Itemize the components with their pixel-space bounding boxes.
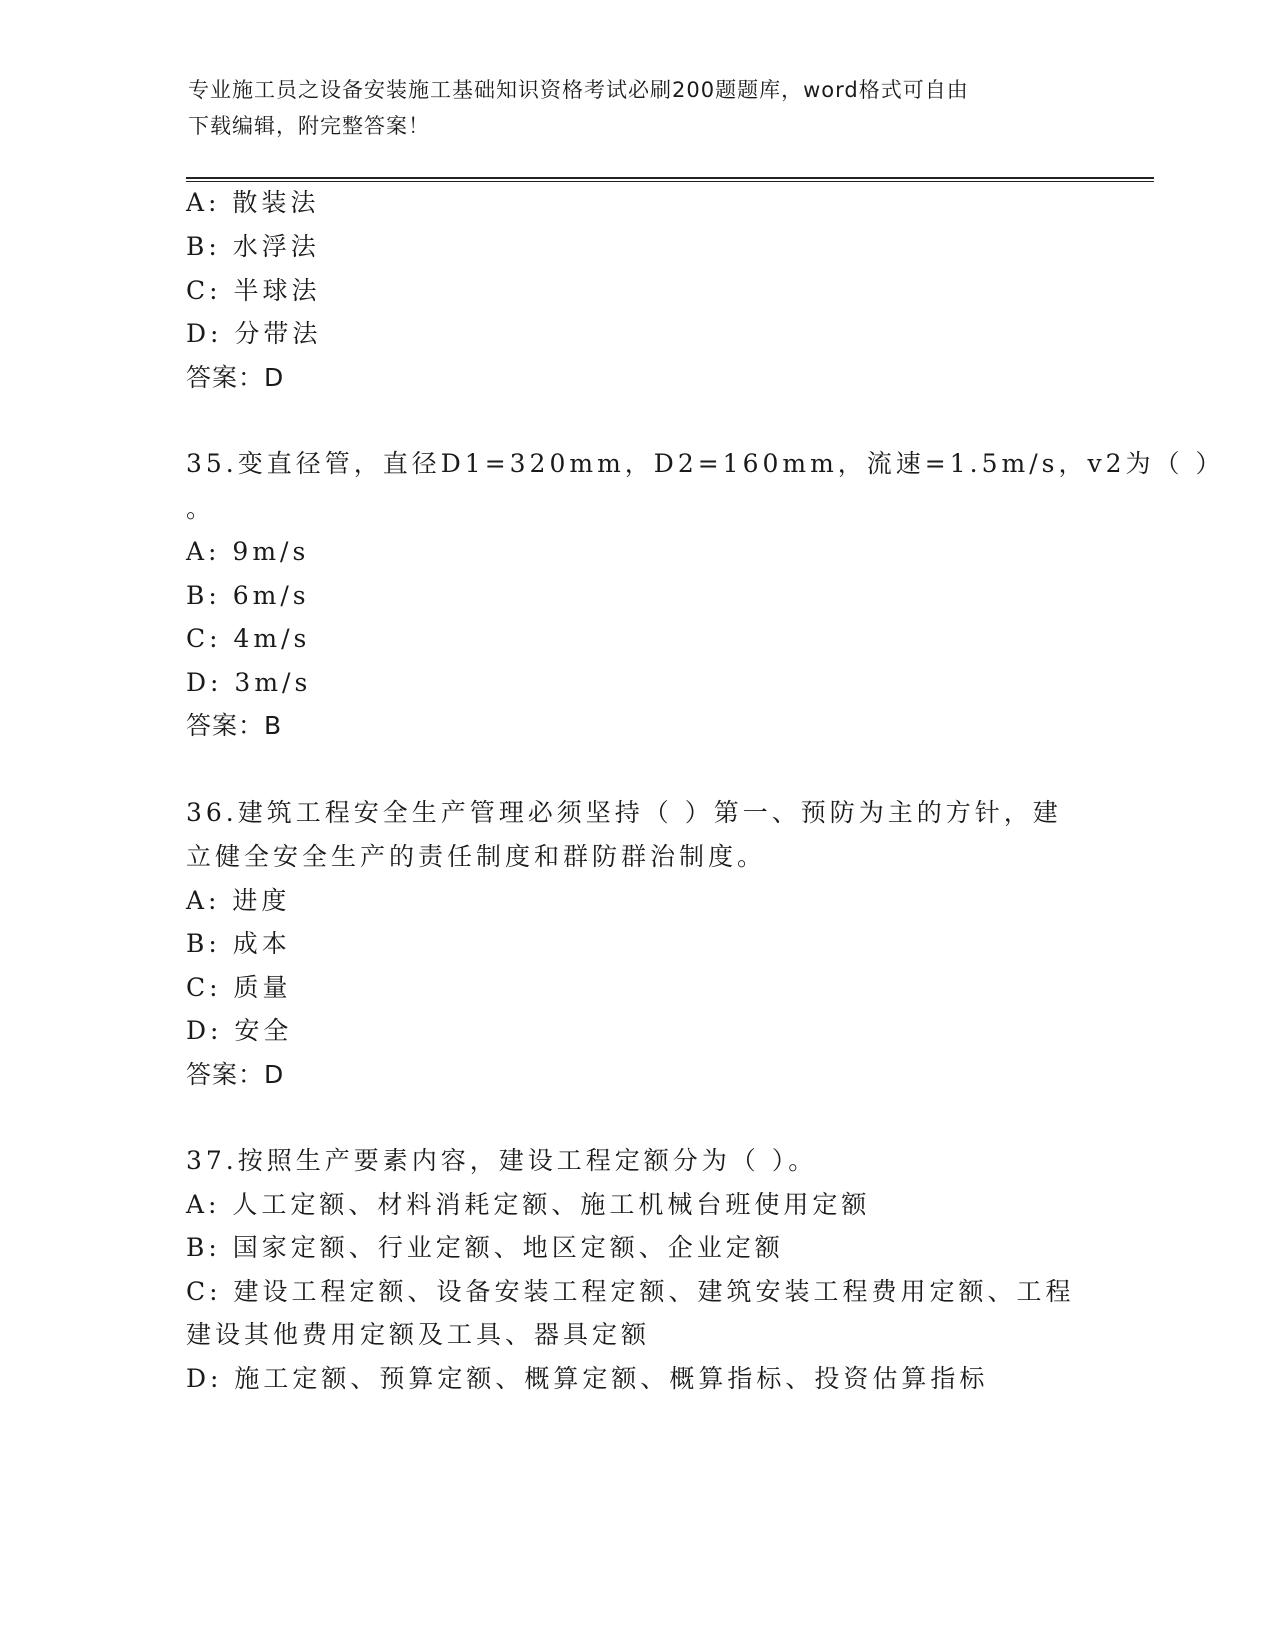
q36-option-a: A: 进度 <box>186 886 291 915</box>
q35-question-line-2: 。 <box>186 494 216 523</box>
q36-answer: 答案：D <box>186 1060 285 1089</box>
q35-option-b: B: 6m/s <box>186 581 310 610</box>
q34-option-b: B: 水浮法 <box>186 232 320 261</box>
header-divider <box>186 177 1154 182</box>
q35-answer: 答案：B <box>186 711 283 740</box>
document-header <box>188 72 1088 144</box>
q34-option-c: C: 半球法 <box>186 276 321 305</box>
q37-question-line-1: 37.按照生产要素内容，建设工程定额分为（ ）。 <box>186 1146 818 1175</box>
q37-option-a: A: 人工定额、材料消耗定额、施工机械台班使用定额 <box>186 1190 871 1219</box>
q35-option-a: A: 9m/s <box>186 537 310 566</box>
q37-option-c-line-1: C: 建设工程定额、设备安装工程定额、建筑安装工程费用定额、工程 <box>186 1277 1075 1306</box>
q35-question-line-1: 35.变直径管，直径D1=320mm，D2=160mm，流速=1.5m/s，v2为（ ） <box>186 449 1225 478</box>
q36-option-b: B: 成本 <box>186 929 291 958</box>
q36-question-line-2: 立健全安全生产的责任制度和群防群治制度。 <box>186 842 767 871</box>
q37-option-b: B: 国家定额、行业定额、地区定额、企业定额 <box>186 1233 784 1262</box>
q35-option-c: C: 4m/s <box>186 624 311 653</box>
q37-option-c-line-2: 建设其他费用定额及工具、器具定额 <box>186 1320 651 1349</box>
q34-option-d: D: 分带法 <box>186 319 322 348</box>
q35-option-d: D: 3m/s <box>186 668 312 697</box>
q36-option-c: C: 质量 <box>186 973 292 1002</box>
q34-answer: 答案：D <box>186 363 285 392</box>
header-line-1: 专业施工员之设备安装施工基础知识资格考试必刷200题题库，word格式可自由 <box>188 78 969 102</box>
q36-option-d: D: 安全 <box>186 1016 293 1045</box>
header-line-2: 下载编辑，附完整答案！ <box>188 114 430 138</box>
q34-option-a: A: 散装法 <box>186 188 320 217</box>
q36-question-line-1: 36.建筑工程安全生产管理必须坚持（ ）第一、预防为主的方针，建 <box>186 798 1062 827</box>
q37-option-d: D: 施工定额、预算定额、概算定额、概算指标、投资估算指标 <box>186 1364 989 1393</box>
